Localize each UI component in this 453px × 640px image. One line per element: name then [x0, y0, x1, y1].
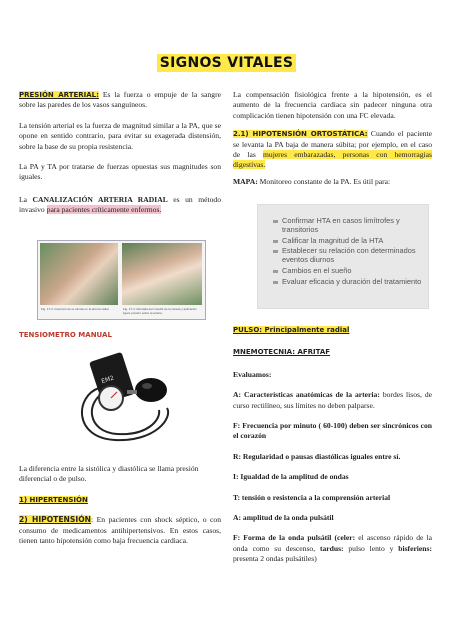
- evaluamos-label: [233, 370, 432, 380]
- item-a1: [233, 390, 432, 411]
- item-a1-text: bordes lisos, de curso rectilíneo, sus límites no deben palparse.: [233, 390, 433, 410]
- mnemotecnia-heading-wrap: [233, 347, 432, 357]
- mapa-heading: MAPA:: [233, 176, 258, 186]
- device-brand: EM2: [100, 374, 115, 386]
- item-t-bold: T: tensión o resistencia a la comprensión arterial: [233, 492, 391, 502]
- item-f1: [233, 421, 432, 442]
- item-f2-text2: pulso lento y: [343, 543, 399, 553]
- left-lower: [19, 464, 221, 552]
- item-f2-bisferiens: bisferiens:: [398, 543, 432, 553]
- hipotension-paragraph: [19, 515, 221, 546]
- canalizacion-highlight: para pacientes críticamente enfermos.: [46, 205, 162, 215]
- hipotension-heading: 2) HIPOTENSIÓN: [19, 515, 92, 525]
- item-f2-bold: F: Forma de la onda pulsátil (celer:: [233, 533, 356, 543]
- ortostatica-highlight: mujeres embarazadas, personas con hemorragias digestivas.: [233, 150, 432, 170]
- hipotension-text: : En pacientes con shock séptico, o con consumo de medicamentos antihipertensivos. En estos casos, tienen tanto hipotensión como baja frecuencia cardiaca.: [19, 515, 221, 546]
- item-t: [233, 493, 432, 503]
- presion-diferencial-paragraph: La diferencia entre la sistólica y diastólica se llama presión diferencial o de pulso.: [19, 464, 199, 484]
- item-r: [233, 452, 432, 462]
- evaluamos-text: Evaluamos:: [233, 369, 272, 379]
- canalizacion-bold: CANALIZACIÓN ARTERIA RADIAL: [32, 194, 168, 204]
- item-f2-tardus: tardus:: [319, 543, 344, 553]
- ortostatica-paragraph: [233, 129, 432, 171]
- presion-arterial-text: Es la fuerza o empuje de la sangre sobre las paredes de los vasos sanguíneos.: [19, 90, 222, 110]
- ortostatica-heading: 2.1) HIPOTENSIÓN ORTOSTÁTICA:: [233, 130, 368, 139]
- pulso-heading: PULSO: Principalmente radial: [233, 326, 350, 334]
- item-f2: [233, 533, 432, 564]
- item-f1-bold: F: Frecuencia por minuto ( 60-100) deben ser sincrónicos con el corazón: [233, 421, 432, 441]
- presion-arterial-heading: PRESIÓN ARTERIAL:: [19, 91, 99, 99]
- presion-arterial-paragraph: [19, 90, 221, 111]
- ortostatica-text: Cuando el paciente se levanta la PA baja de manera súbita; por ejemplo, en el caso de las: [233, 129, 433, 160]
- hipertension-heading: 1) HIPERTENSIÓN: [19, 495, 88, 504]
- list-item: Establecer su relación con determinados eventos diurnos: [282, 247, 422, 265]
- mapa-text: Monitoreo constante de la PA. Es útil para:: [257, 176, 391, 186]
- pulso-heading-wrap: [233, 325, 432, 335]
- item-f2-text1: el ascenso rápido de la onda como su descenso,: [233, 533, 433, 553]
- canalizacion-paragraph: [19, 195, 221, 216]
- mnemotecnia-heading: MNEMOTECNIA: AFRITAF: [233, 348, 331, 357]
- item-i-bold: I: Igualdad de la amplitud de ondas: [233, 472, 349, 482]
- page-title: [0, 54, 453, 72]
- list-item: Cambios en el sueño: [282, 267, 422, 276]
- photo-caption-2: Fig. 17-4. Retirada del mandril de la cánula y aplicación ligera presión sobre la arteria.: [123, 307, 197, 315]
- item-r-bold: R: Regularidad o pausas diastólicas iguales entre sí.: [233, 451, 401, 461]
- list-item: Evaluar eficacia y duración del tratamiento: [282, 276, 422, 286]
- sphygmomanometer-image: [55, 348, 185, 448]
- photo-caption-1: Fig. 17-3. Inserción de la cánula en la arteria radial.: [41, 307, 110, 311]
- mapa-paragraph: [233, 177, 432, 187]
- cannula-insertion-image: [40, 243, 118, 305]
- item-i: [233, 472, 432, 482]
- right-lower: [233, 325, 432, 571]
- compensacion-paragraph: La compensación fisiológica frente a la hipotensión, es el aumento de la frecuencia cardiaca sin padecer ninguna otra complicación tienen hipotensión con una FC elevada.: [233, 90, 432, 120]
- list-item: Calificar la magnitud de la HTA: [282, 237, 422, 246]
- pa-ta-paragraph: La PA y TA por tratarse de fuerzas opuestas sus magnitudes son iguales.: [19, 162, 221, 182]
- item-a2-bold: A: amplitud de la onda pulsátil: [233, 513, 334, 523]
- item-a1-bold: A: Características anatómicas de la arteria:: [233, 390, 380, 400]
- mapa-uses-list: [258, 205, 428, 287]
- list-item: Confirmar HTA en casos limítrofes y transitorios: [282, 217, 422, 235]
- mapa-uses-box: [257, 204, 429, 309]
- tensiometro-heading: TENSIOMETRO MANUAL: [19, 331, 112, 339]
- right-column: [233, 90, 432, 193]
- hipertension-heading-wrap: [19, 495, 221, 505]
- mandrel-removal-image: [122, 243, 202, 305]
- item-a2: [233, 513, 432, 523]
- radial-cannulation-photo: [37, 240, 206, 320]
- canalizacion-pre: La: [19, 194, 33, 204]
- tension-arterial-paragraph: La tensión arterial es la fuerza de magnitud similar a la PA, que se opone en sentido contrario, para evitar su exagerada distensión, sobre la base de su propia resistencia.: [19, 120, 221, 151]
- left-column: [19, 90, 221, 222]
- canalizacion-mid: es un método invasivo: [19, 194, 221, 215]
- item-f2-text3: presenta 2 ondas pulsátiles): [233, 554, 317, 564]
- page-title-text: SIGNOS VITALES: [157, 54, 296, 72]
